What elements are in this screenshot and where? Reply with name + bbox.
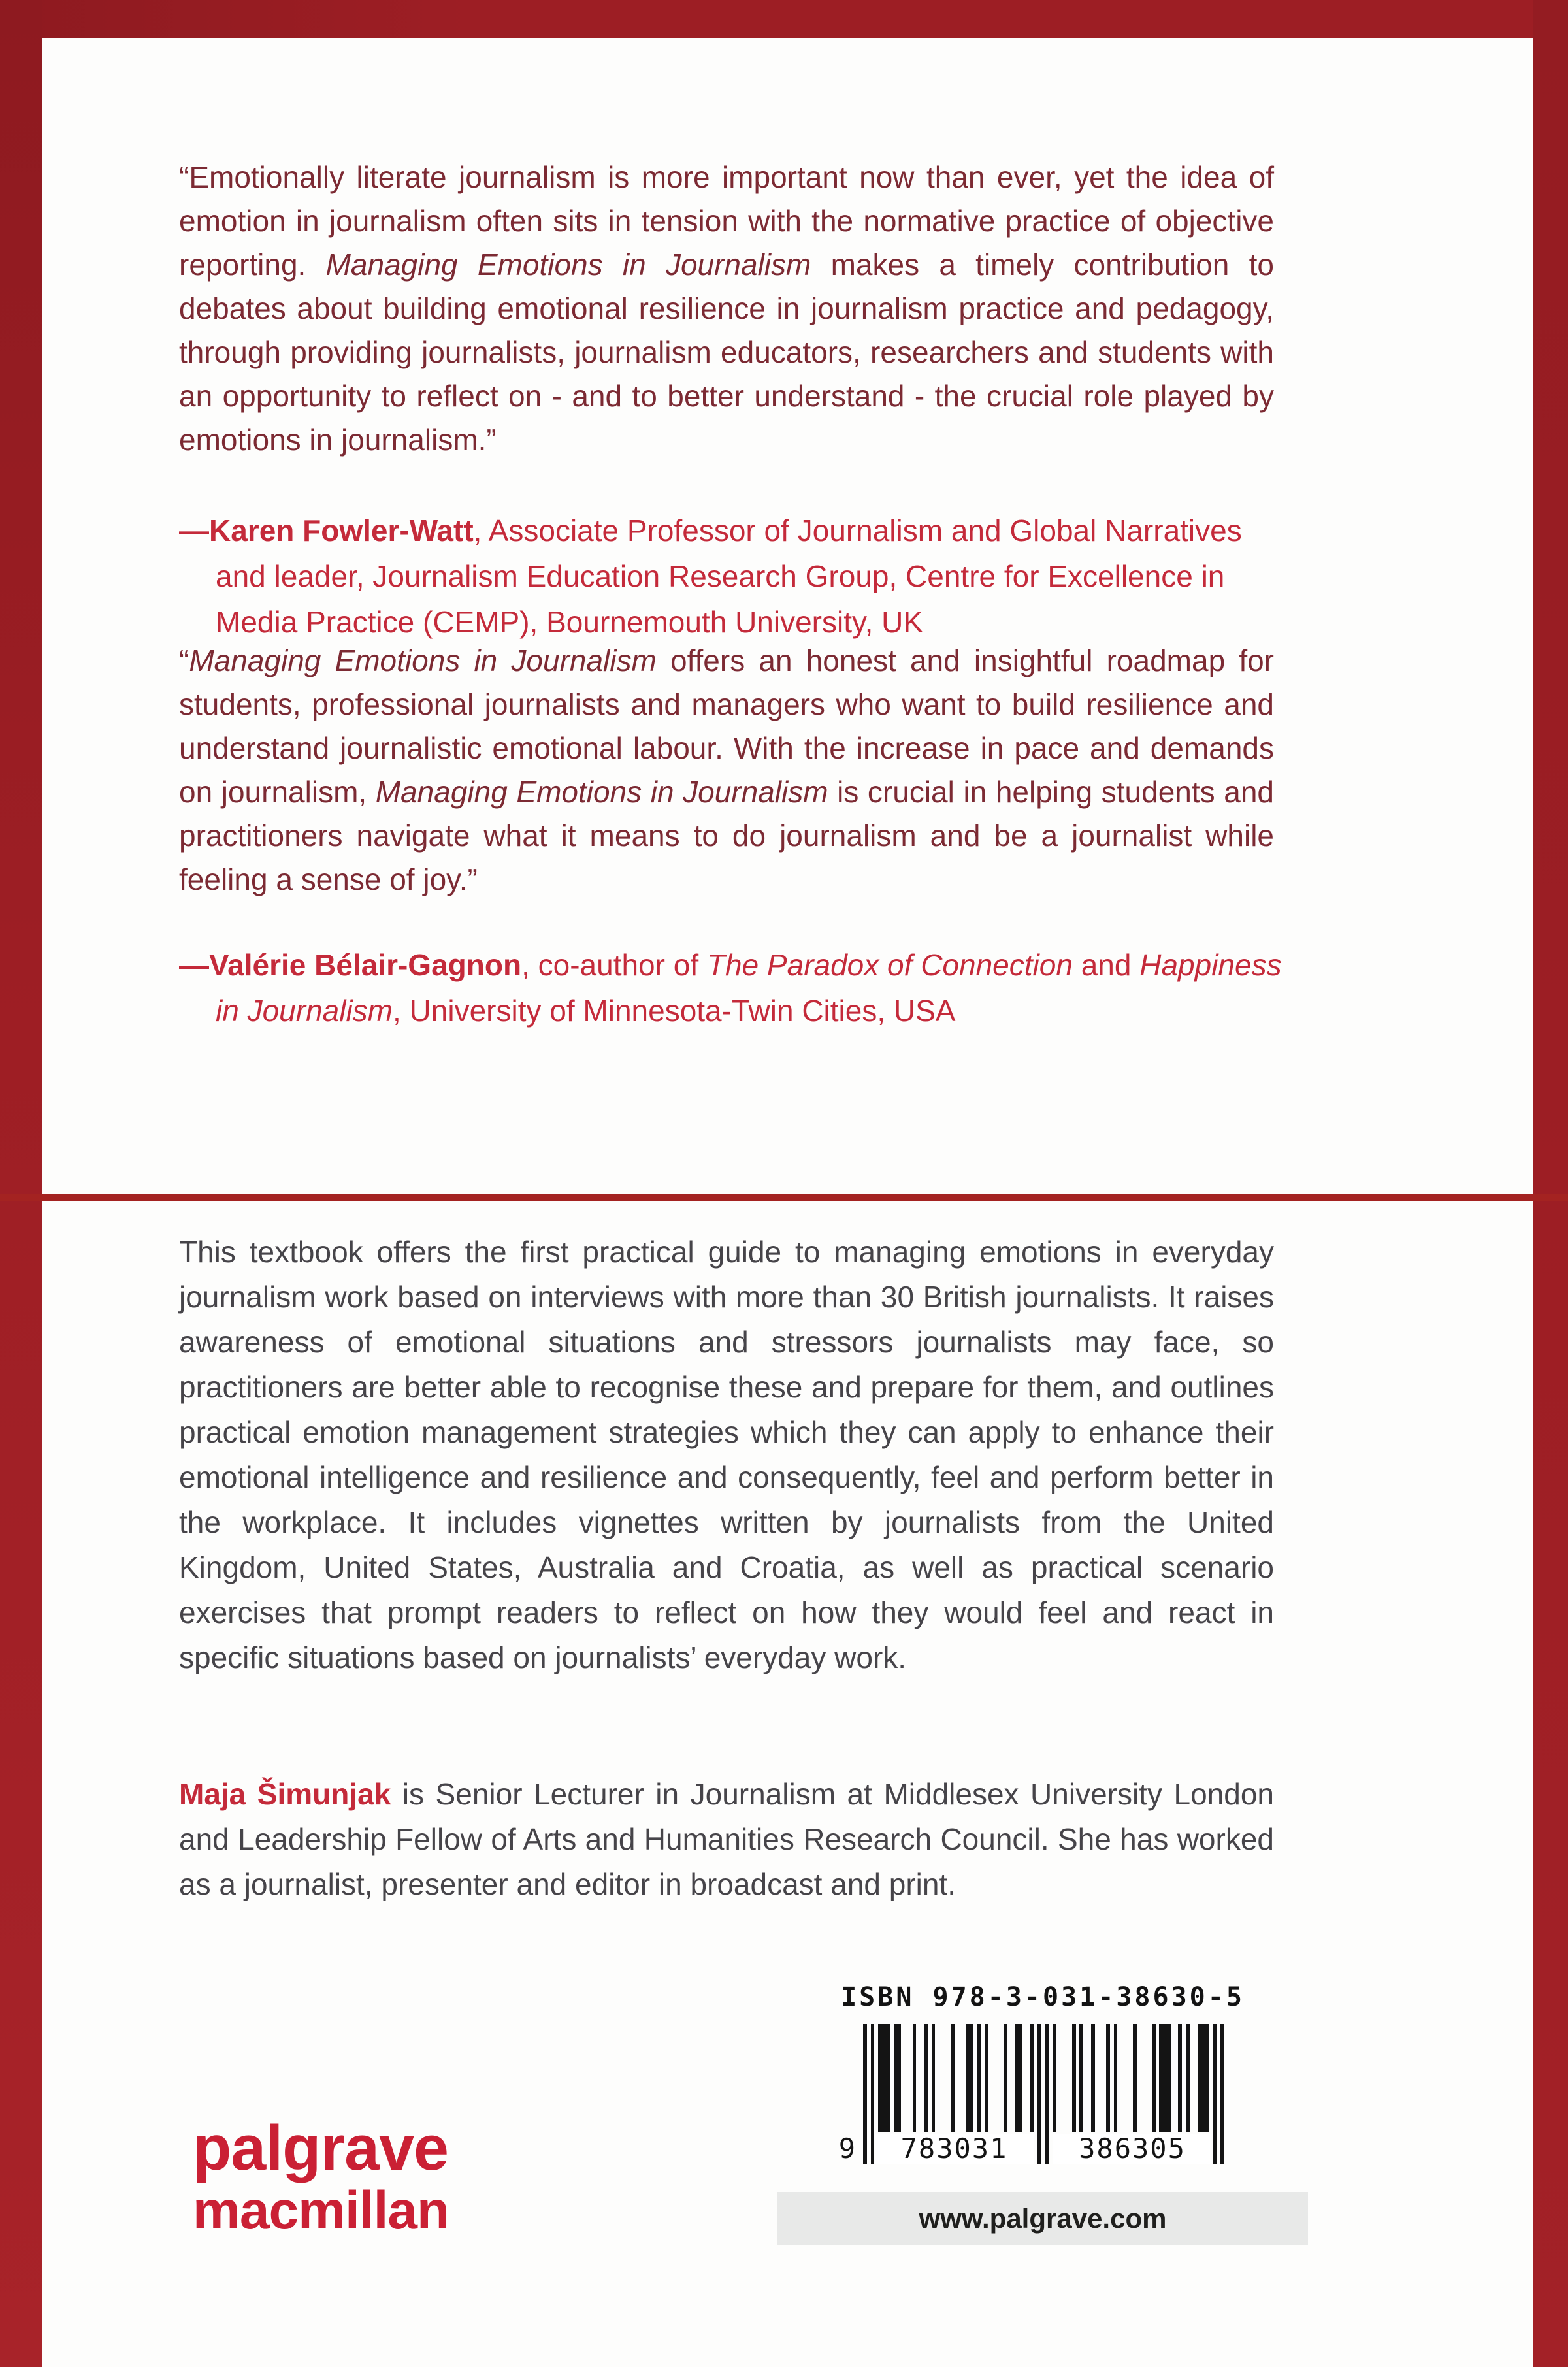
endorsement-attribution-1: —Karen Fowler-Watt, Associate Professor of Journalism and Global Narratives and leader, Journalism Education Research Group, Centre for Excellence in Media Practice (CEMP), Bournemouth University, UK	[179, 514, 1242, 639]
publisher-website: www.palgrave.com	[919, 2203, 1167, 2234]
cover-edge-left	[0, 0, 42, 2367]
palgrave-macmillan-logo	[193, 2112, 449, 2241]
barcode-digit-lead: 9	[838, 2132, 857, 2164]
logo-macmillan-text: macmillan	[193, 2181, 449, 2240]
endorsement-attribution-2: —Valérie Bélair-Gagnon, co-author of The Paradox of Connection and Happiness in Journalism, University of Minnesota-Twin Cities, USA	[179, 948, 1282, 1028]
cover-edge-right	[1533, 0, 1568, 2367]
divider-rule	[0, 1194, 1568, 1201]
author-bio: Maja Šimunjak is Senior Lecturer in Journalism at Middlesex University London and Leadership Fellow of Arts and Humanities Research Council. She has worked as a journalist, presenter and editor in broadcast and print.	[179, 1777, 1274, 1901]
barcode	[838, 2024, 1224, 2164]
barcode-digits-right: 386305	[1053, 2134, 1211, 2164]
cover-edge-top	[0, 0, 1568, 38]
publisher-website-strip	[777, 2192, 1308, 2245]
logo-palgrave-text: palgrave	[193, 2112, 448, 2183]
barcode-digits-left: 783031	[875, 2134, 1034, 2164]
endorsement-quote-2: “Managing Emotions in Journalism offers an honest and insightful roadmap for students, professional journalists and managers who want to build resilience and understand journalistic emotional labour. With the increase in pace and demands on journalism, Managing Emotions in Journalism is crucial in helping students and practitioners navigate what it means to do journalism and be a journalist while feeling a sense of joy.”	[179, 644, 1275, 896]
book-description: This textbook offers the first practical guide to managing emotions in everyday journalism work based on interviews with more than 30 British journalists. It raises awareness of emotional situations and stressors journalists may face, so practitioners are better able to recognise these and prepare for them, and outlines practical emotion management strategies which they can apply to enhance their emotional intelligence and resilience and consequently, feel and perform better in the workplace. It includes vignettes written by journalists from the United Kingdom, United States, Australia and Croatia, as well as practical scenario exercises that prompt readers to reflect on how they would feel and react in specific situations based on journalists’ everyday work.	[179, 1235, 1274, 1674]
isbn-label: ISBN 978-3-031-38630-5	[841, 1982, 1245, 2012]
endorsement-quote-1: “Emotionally literate journalism is more important now than ever, yet the idea of emotion in journalism often sits in tension with the normative practice of objective reporting. Managing Emotions in Journalism makes a timely contribution to debates about building emotional resilience in journalism practice and pedagogy, through providing journalists, journalism educators, researchers and students with an opportunity to reflect on - and to better understand - the crucial role played by emotions in journalism.”	[179, 160, 1274, 457]
